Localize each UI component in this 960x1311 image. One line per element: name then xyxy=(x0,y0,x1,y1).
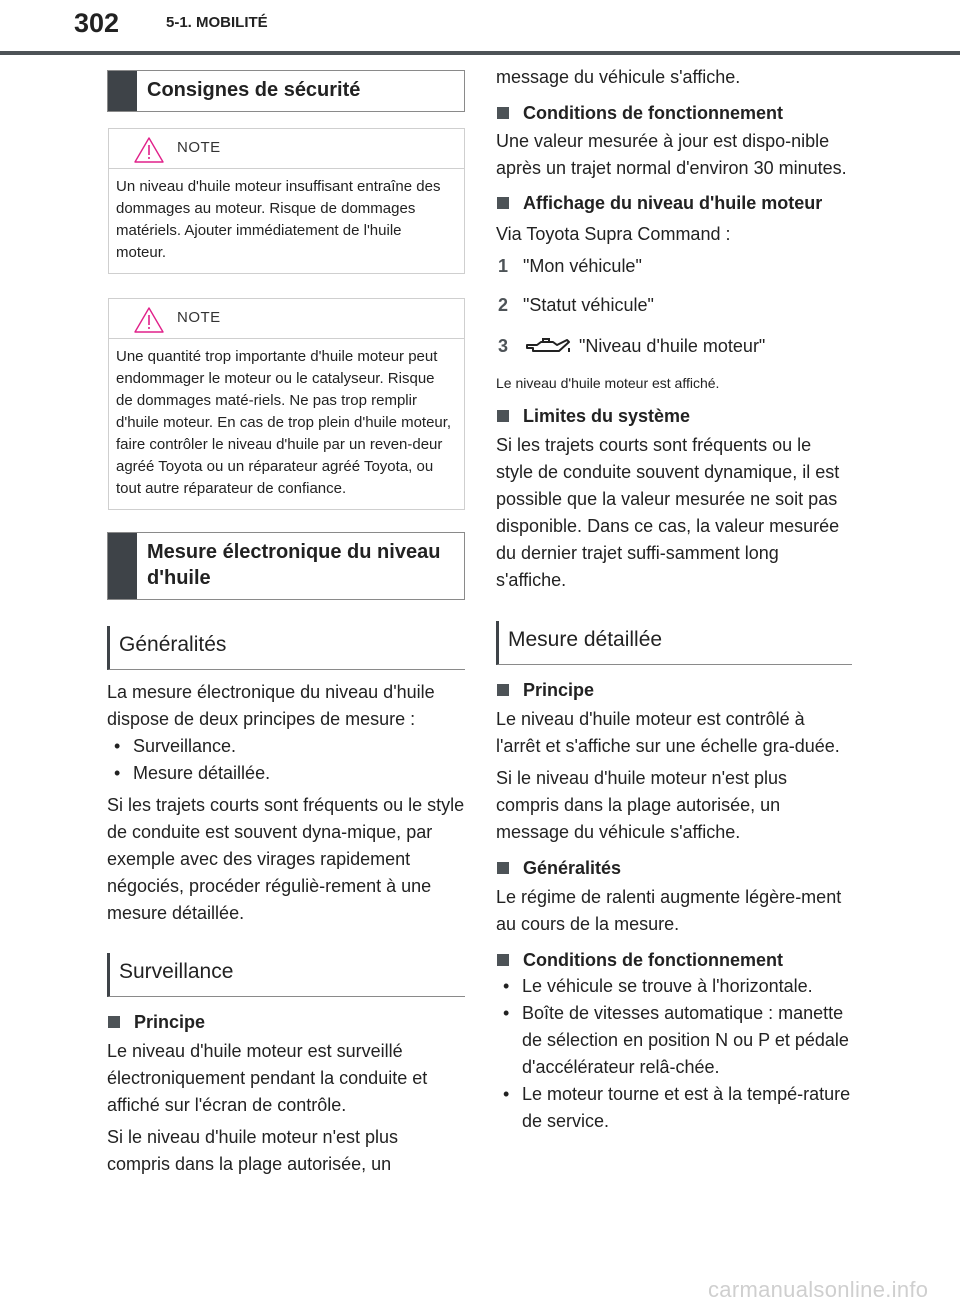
step-number: 3 xyxy=(498,336,509,356)
list-item: • Le véhicule se trouve à l'horizontale. xyxy=(496,973,852,1000)
paragraph: Si le niveau d'huile moteur n'est plus compris dans la plage autorisée, un message du véhicule s'affiche. xyxy=(496,768,788,842)
note-label: NOTE xyxy=(177,309,221,326)
bold-heading xyxy=(496,403,852,429)
paragraph: Le niveau d'huile moteur est surveillé électroniquement pendant la conduite et affiché sur l'écran de contrôle. xyxy=(107,1041,428,1115)
note-header xyxy=(109,129,464,169)
list-item: • Boîte de vitesses automatique : manette de sélection en position N ou P et pédale d'accélérateur relâ-chée. xyxy=(496,1000,852,1081)
paragraph: La mesure électronique du niveau d'huile dispose de deux principes de mesure : xyxy=(107,682,435,729)
warning-icon xyxy=(134,137,164,168)
chapter-title: 5-1. MOBILITÉ xyxy=(166,14,268,31)
square-bullet-icon xyxy=(497,684,509,696)
subsection-title: Généralités xyxy=(119,633,227,656)
section-title: Mesure électronique du niveau d'huile xyxy=(147,541,441,589)
step-text: "Niveau d'huile moteur" xyxy=(579,336,766,356)
step-item xyxy=(496,253,852,280)
note-box-2 xyxy=(108,298,465,510)
heading-text: Conditions de fonctionnement xyxy=(523,950,783,970)
square-bullet-icon xyxy=(497,862,509,874)
watermark-logo: carmanualsonline.info xyxy=(708,1277,929,1302)
square-bullet-icon xyxy=(497,410,509,422)
bold-heading xyxy=(496,677,852,703)
bold-heading xyxy=(496,947,852,973)
section-bar xyxy=(108,71,137,111)
note-header xyxy=(109,299,464,339)
step-item xyxy=(496,292,852,319)
step-number: 1 xyxy=(498,256,509,276)
right-column xyxy=(496,64,852,1135)
oil-can-icon xyxy=(523,336,573,366)
paragraph: Via Toyota Supra Command : xyxy=(496,224,731,244)
list-item: • Mesure détaillée. xyxy=(107,760,465,787)
square-bullet-icon xyxy=(108,1016,120,1028)
paragraph: Si le niveau d'huile moteur n'est plus compris dans la plage autorisée, un xyxy=(107,1127,399,1174)
paragraph: Le régime de ralenti augmente légère-ment au cours de la mesure. xyxy=(496,887,842,934)
heading-text: Principe xyxy=(134,1012,206,1032)
list-item: • Surveillance. xyxy=(107,733,465,760)
list-item: • Le moteur tourne et est à la tempé-rature de service. xyxy=(496,1081,852,1135)
step-item xyxy=(496,333,852,366)
note-box-1 xyxy=(108,128,465,274)
step-text: "Statut véhicule" xyxy=(523,295,654,315)
bold-heading xyxy=(496,855,852,881)
bold-heading xyxy=(496,190,852,216)
subsection-title: Mesure détaillée xyxy=(508,628,663,651)
square-bullet-icon xyxy=(497,107,509,119)
bold-heading xyxy=(107,1009,465,1035)
bold-heading xyxy=(496,100,852,126)
left-column xyxy=(107,70,465,1178)
paragraph: Si les trajets courts sont fréquents ou le style de conduite souvent dynamique, il est possible que la valeur mesurée ne soit pas disponible. Dans ce cas, la valeur mesurée du dernier trajet suffi-samment long s'affiche. xyxy=(496,435,840,590)
note-label: NOTE xyxy=(177,139,221,156)
caption: Le niveau d'huile moteur est affiché. xyxy=(496,375,720,391)
subsection-title: Surveillance xyxy=(119,960,234,983)
warning-icon xyxy=(134,307,164,338)
paragraph: Une valeur mesurée à jour est dispo-nible après un trajet normal d'environ 30 minutes. xyxy=(496,131,847,178)
section-safety xyxy=(107,70,465,112)
page-number: 302 xyxy=(74,8,120,38)
square-bullet-icon xyxy=(497,197,509,209)
paragraph: Le niveau d'huile moteur est contrôlé à l'arrêt et s'affiche sur une échelle gra-duée. xyxy=(496,709,840,756)
paragraph: message du véhicule s'affiche. xyxy=(496,67,741,87)
section-measure xyxy=(107,532,465,600)
subsection-detail xyxy=(496,621,852,665)
note-text: Un niveau d'huile moteur insuffisant entraîne des dommages au moteur. Risque de dommages matériels. Ajouter immédiatement de l'huile moteur. xyxy=(116,178,441,261)
heading-text: Généralités xyxy=(523,858,622,878)
header-rule xyxy=(0,51,960,55)
step-text: "Mon véhicule" xyxy=(523,256,642,276)
step-number: 2 xyxy=(498,295,509,315)
heading-text: Principe xyxy=(523,680,595,700)
heading-text: Conditions de fonctionnement xyxy=(523,103,783,123)
heading-text: Affichage du niveau d'huile moteur xyxy=(523,193,823,213)
note-text: Une quantité trop importante d'huile moteur peut endommager le moteur ou le catalyseur. Risque de dommages maté-riels. Ne pas trop remplir d'huile moteur. En cas de trop plein d'huile moteur, faire contrôler le niveau d'huile par un reven-deur agréé Toyota ou un réparateur agréé Toyota, ou tout autre réparateur de confiance. xyxy=(116,348,452,497)
heading-text: Limites du système xyxy=(523,406,691,426)
subsection-general xyxy=(107,626,465,670)
section-title: Consignes de sécurité xyxy=(147,79,361,101)
page-header xyxy=(0,0,960,52)
square-bullet-icon xyxy=(497,954,509,966)
paragraph: Si les trajets courts sont fréquents ou le style de conduite est souvent dyna-mique, par exemple avec des virages rapidement négociés, procéder réguliè-rement à une mesure détaillée. xyxy=(107,795,465,923)
section-bar xyxy=(108,533,137,599)
subsection-surveillance xyxy=(107,953,465,997)
